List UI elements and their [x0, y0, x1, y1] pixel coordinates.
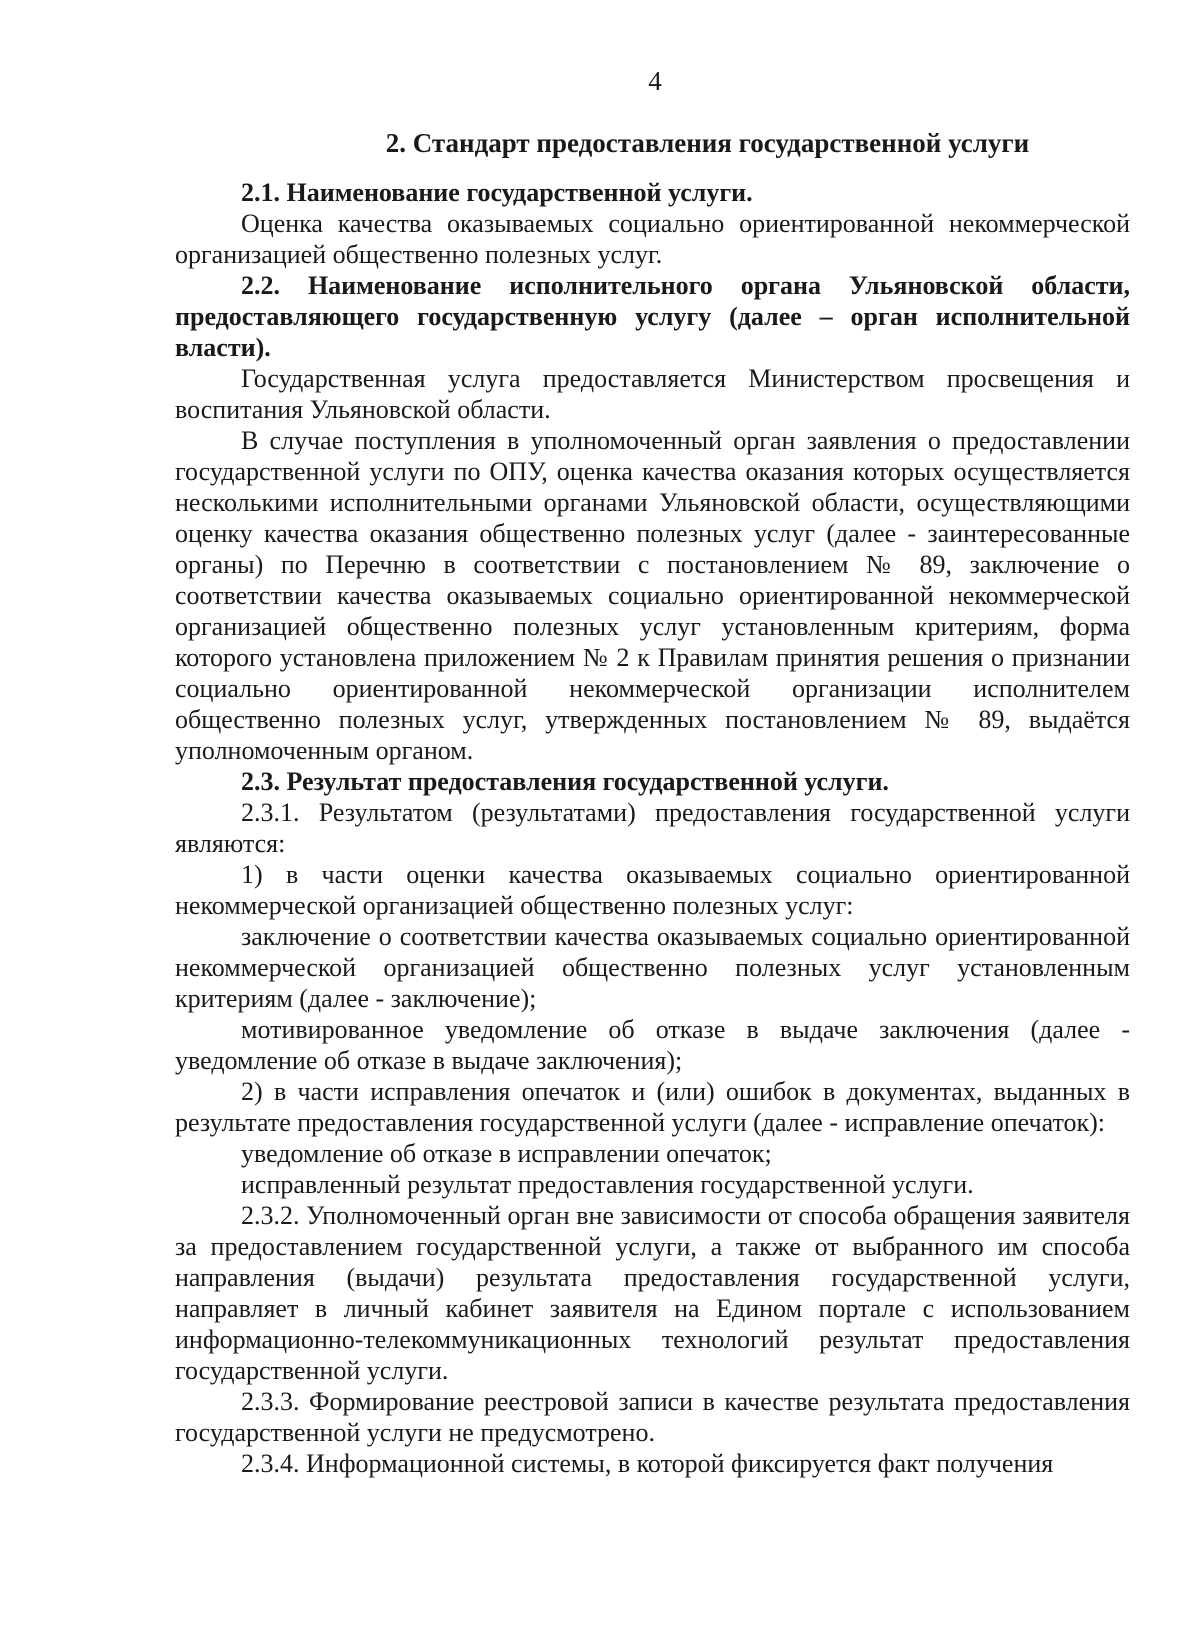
- section-heading: 2.3. Результат предоставления государственной услуги.: [241, 767, 889, 796]
- section-heading: 2.2. Наименование исполнительного органа Ульяновской области, предоставляющего государственную услугу (далее – орган исполнительной власти).: [175, 271, 1130, 362]
- paragraph: 1) в части оценки качества оказываемых социально ориентированной некоммерческой организацией общественно полезных услуг:: [175, 860, 1130, 920]
- page-number: 4: [648, 66, 662, 96]
- paragraph: 2.3.4. Информационной системы, в которой фиксируется факт получения: [241, 1449, 1054, 1478]
- paragraph: уведомление об отказе в исправлении опечаток;: [241, 1139, 772, 1168]
- paragraph: В случае поступления в уполномоченный орган заявления о предоставлении государственной услуги по ОПУ, оценка качества оказания которых осуществляется несколькими исполнительными органами Ульяновской области, осуществляющими оценку качества оказания общественно полезных услуг (далее - заинтересованные органы) по Перечню в соответствии с постановлением № 89, заключение о соответствии качества оказываемых социально ориентированной некоммерческой организацией общественно полезных услуг установленным критериям, форма которого установлена приложением № 2 к Правилам принятия решения о признании социально ориентированной некоммерческой организации исполнителем общественно полезных услуг, утвержденных постановлением № 89, выдаётся уполномоченным органом.: [175, 426, 1130, 765]
- paragraph: Государственная услуга предоставляется Министерством просвещения и воспитания Ульяновской области.: [175, 364, 1130, 424]
- document-body: [175, 128, 1130, 1479]
- paragraph: 2.3.2. Уполномоченный орган вне зависимости от способа обращения заявителя за предоставлением государственной услуги, а также от выбранного им способа направления (выдачи) результата предоставления государственной услуги, направляет в личный кабинет заявителя на Едином портале с использованием информационно-телекоммуникационных технологий результат предоставления государственной услуги.: [175, 1201, 1130, 1385]
- paragraph: мотивированное уведомление об отказе в выдаче заключения (далее - уведомление об отказе в выдаче заключения);: [175, 1015, 1130, 1075]
- chapter-title: 2. Стандарт предоставления государственной услуги: [385, 128, 1030, 158]
- paragraph: 2) в части исправления опечаток и (или) ошибок в документах, выданных в результате предоставления государственной услуги (далее - исправление опечаток):: [175, 1077, 1130, 1137]
- section-heading: 2.1. Наименование государственной услуги.: [241, 178, 753, 207]
- paragraph: исправленный результат предоставления государственной услуги.: [241, 1170, 974, 1199]
- paragraph: 2.3.1. Результатом (результатами) предоставления государственной услуги являются:: [175, 798, 1130, 858]
- paragraph: заключение о соответствии качества оказываемых социально ориентированной некоммерческой организацией общественно полезных услуг установленным критериям (далее - заключение);: [175, 922, 1130, 1013]
- paragraph: Оценка качества оказываемых социально ориентированной некоммерческой организацией общественно полезных услуг.: [175, 209, 1130, 269]
- paragraph: 2.3.3. Формирование реестровой записи в качестве результата предоставления государственной услуги не предусмотрено.: [175, 1387, 1130, 1447]
